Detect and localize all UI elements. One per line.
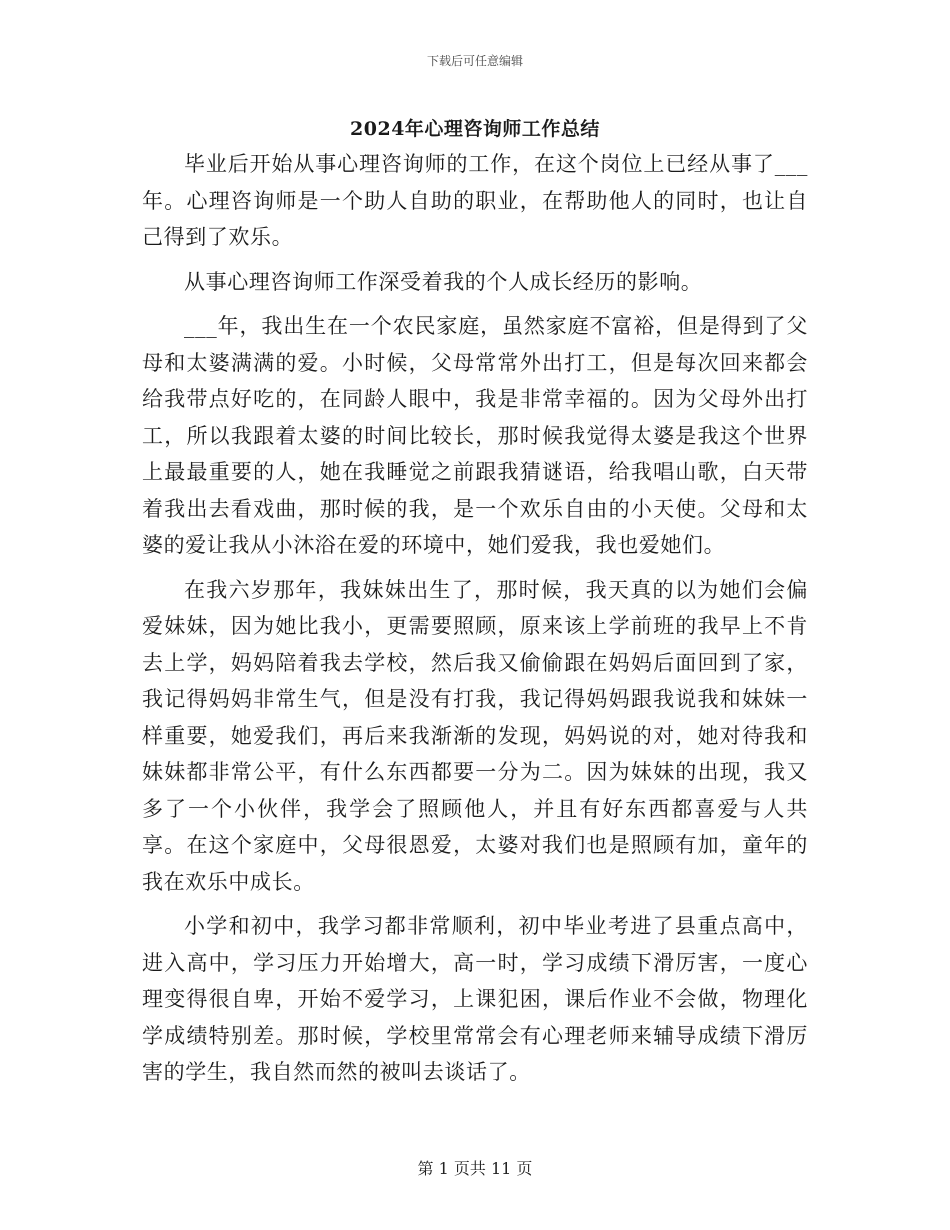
- document-body: [142, 146, 808, 1099]
- paragraph: 毕业后开始从事心理咨询师的工作，在这个岗位上已经从事了___年。心理咨询师是一个助人自助的职业，在帮助他人的同时，也让自己得到了欢乐。: [142, 152, 808, 249]
- paragraph: ___年，我出生在一个农民家庭，虽然家庭不富裕，但是得到了父母和太婆满满的爱。小时候，父母常常外出打工，但是每次回来都会给我带点好吃的，在同龄人眼中，我是非常幸福的。因为父母外出打工，所以我跟着太婆的时间比较长，那时候我觉得太婆是我这个世界上最最重要的人，她在我睡觉之前跟我猜谜语，给我唱山歌，白天带着我出去看戏曲，那时候的我，是一个欢乐自由的小天使。父母和太婆的爱让我从小沐浴在爱的环境中，她们爱我，我也爱她们。: [142, 314, 808, 557]
- page-header-note: 下载后可任意编辑: [426, 54, 523, 68]
- paragraph: 在我六岁那年，我妹妹出生了，那时候，我天真的以为她们会偏爱妹妹，因为她比我小，更需要照顾，原来该上学前班的我早上不肯去上学，妈妈陪着我去学校，然后我又偷偷跟在妈妈后面回到了家，我记得妈妈非常生气，但是没有打我，我记得妈妈跟我说我和妹妹一样重要，她爱我们，再后来我渐渐的发现，妈妈说的对，她对待我和妹妹都非常公平，有什么东西都要一分为二。因为妹妹的出现，我又多了一个小伙伴，我学会了照顾他人，并且有好东西都喜爱与人共享。在这个家庭中，父母很恩爱，太婆对我们也是照顾有加，童年的我在欢乐中成长。: [142, 577, 808, 894]
- document-title: 2024年心理咨询师工作总结: [350, 118, 600, 140]
- paragraph: 小学和初中，我学习都非常顺利，初中毕业考进了县重点高中，进入高中，学习压力开始增大，高一时，学习成绩下滑厉害，一度心理变得很自卑，开始不爱学习，上课犯困，课后作业不会做，物理化学成绩特别差。那时候，学校里常常会有心理老师来辅导成绩下滑厉害的学生，我自然而然的被叫去谈话了。: [142, 914, 808, 1084]
- paragraph: 从事心理咨询师工作深受着我的个人成长经历的影响。: [184, 269, 703, 294]
- page-number-footer: 第 1 页共 11 页: [417, 1159, 533, 1178]
